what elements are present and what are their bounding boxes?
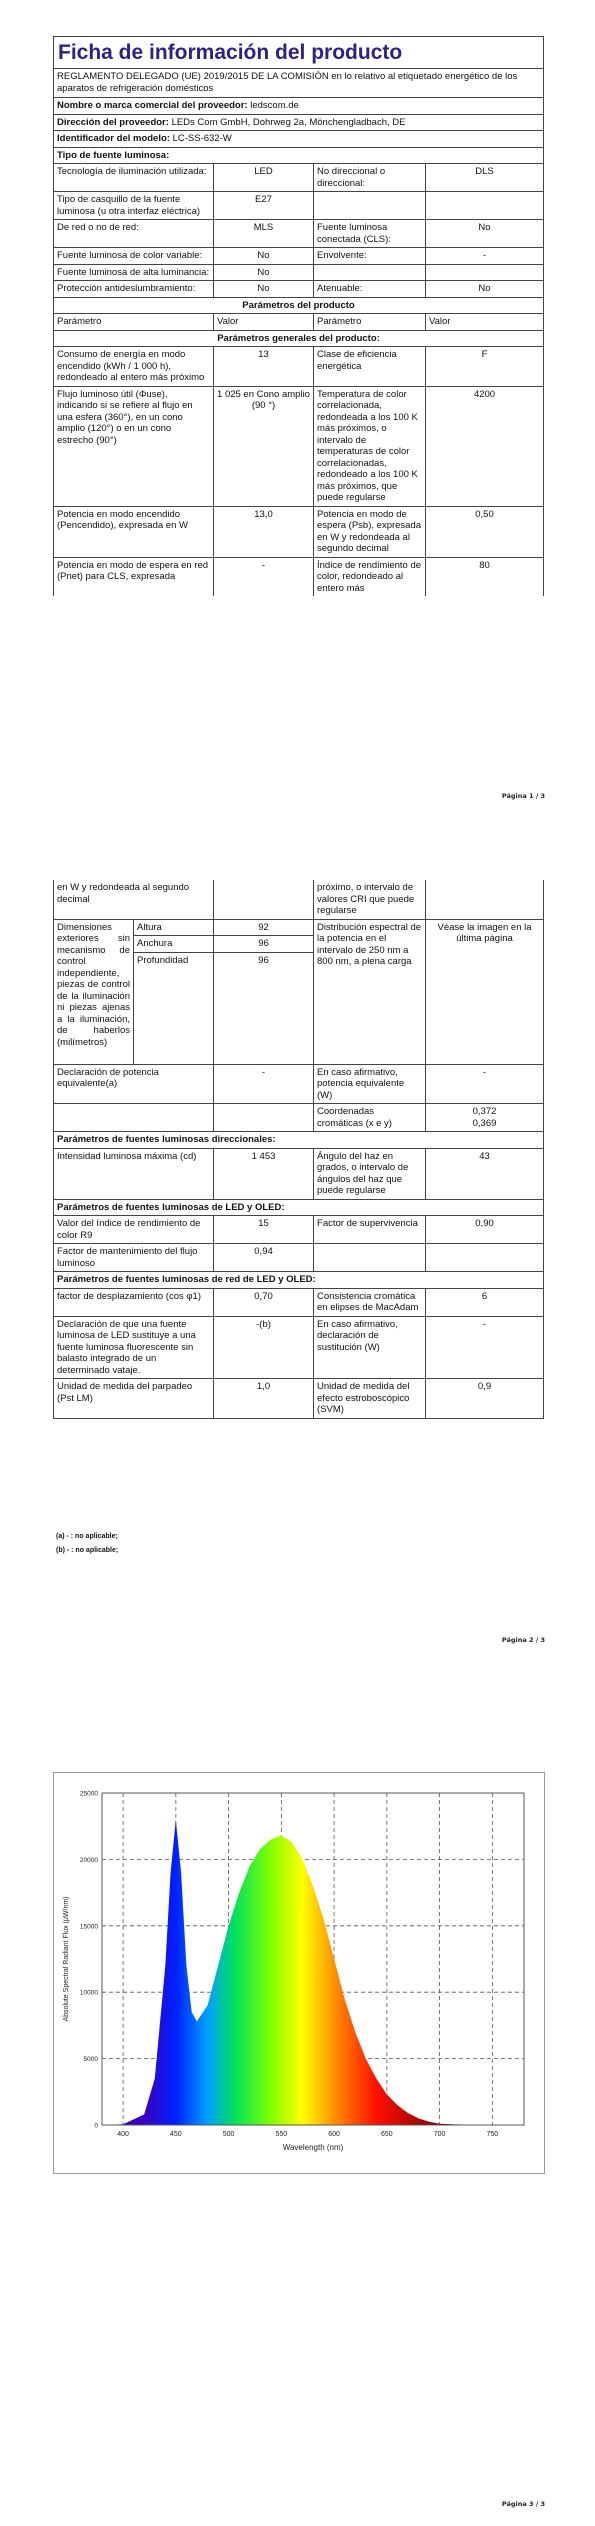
param-label: Ángulo del haz en grados, o intervalo de ángulos del haz que puede regularse: [314, 1148, 426, 1199]
param-value: -: [426, 1064, 544, 1104]
param-value: MLS: [214, 220, 314, 248]
table-row: [54, 506, 544, 557]
empty-cell: [214, 1104, 314, 1132]
table-row: [54, 192, 544, 220]
product-sheet-part-2: [53, 880, 543, 1419]
footnote: (b) - : no aplicable;: [56, 1547, 119, 1554]
table-row: [54, 220, 544, 248]
param-value: -: [214, 1064, 314, 1104]
y-axis-label: Absolute Spectral Radiant Flux (μW/nm): [63, 1896, 70, 2022]
col-header-value: Valor: [214, 314, 314, 331]
supplier-address-row: [54, 114, 544, 131]
param-value: 1,0: [214, 1379, 314, 1419]
product-params-heading: Parámetros del producto: [54, 297, 544, 314]
x-axis-label: Wavelength (nm): [282, 2143, 344, 2152]
param-label: Declaración de potencia equivalente(a): [54, 1064, 214, 1104]
param-label: Clase de eficiencia energética: [314, 347, 426, 387]
col-header-param: Parámetro: [54, 314, 214, 331]
table-row: [54, 248, 544, 265]
model-label: Identificador del modelo:: [57, 133, 170, 144]
table-row: [54, 281, 544, 298]
model-id: LC-SS-632-W: [172, 133, 232, 144]
param-label: Fuente luminosa de alta luminancia:: [54, 264, 214, 281]
param-label: Tecnología de iluminación utilizada:: [54, 164, 214, 192]
param-label: Envolvente:: [314, 248, 426, 265]
param-value: No: [426, 220, 544, 248]
param-value: 0,90: [426, 1216, 544, 1244]
col-header-value: Valor: [426, 314, 544, 331]
led-mains-heading: Parámetros de fuentes luminosas de red de LED y OLED:: [54, 1272, 544, 1289]
supplier-name: ledscom.de: [250, 100, 299, 111]
param-label: [314, 1244, 426, 1272]
page-2: [0, 880, 595, 1680]
table-row: [54, 1316, 544, 1379]
table-row: [54, 557, 544, 596]
dimension-name: Profundidad: [134, 952, 214, 1064]
param-value: No: [214, 248, 314, 265]
param-value: No: [426, 281, 544, 298]
supplier-address-label: Dirección del proveedor:: [57, 116, 169, 128]
spectrum-chart: [54, 1773, 544, 2173]
supplier-address: LEDs Com GmbH, Dohrweg 2a, Mönchengladbach, DE: [171, 116, 406, 128]
param-value: [426, 880, 544, 919]
param-value: -: [426, 248, 544, 265]
dimension-value: 92: [214, 919, 314, 936]
param-value: DLS: [426, 164, 544, 192]
spectrum-chart-frame: [53, 1772, 545, 2174]
x-tick-label: 500: [222, 2131, 235, 2138]
general-params-heading: Parámetros generales del producto:: [54, 330, 544, 347]
dimension-value: 96: [214, 936, 314, 953]
supplier-name-row: [54, 98, 544, 115]
param-value: -: [426, 1316, 544, 1379]
y-tick-label: 25000: [79, 1790, 98, 1798]
page-number: Página 2 / 3: [501, 1636, 545, 1644]
x-tick-label: 700: [433, 2131, 446, 2138]
page-number: Página 3 / 3: [501, 2500, 545, 2508]
param-label: Protección antideslumbramiento:: [54, 281, 214, 298]
info-table-1: [53, 36, 544, 596]
param-value: 0,50: [426, 506, 544, 557]
param-value: 6: [426, 1288, 544, 1316]
param-label: factor de desplazamiento (cos φ1): [54, 1288, 214, 1316]
regulation-text: REGLAMENTO DELEGADO (UE) 2019/2015 DE LA COMISIÓN en lo relativo al etiquetado energético de los aparatos de refrigeración domésticos: [54, 69, 544, 98]
param-label: En caso afirmativo, declaración de sustitución (W): [314, 1316, 426, 1379]
param-value: -(b): [214, 1316, 314, 1379]
param-label: Coordenadas cromáticas (x e y): [314, 1104, 426, 1132]
footnote: (a) - : no aplicable;: [56, 1533, 118, 1540]
model-row: [54, 131, 544, 148]
param-value: 13: [214, 347, 314, 387]
table-row: [54, 880, 544, 919]
dimension-name: Anchura: [134, 936, 214, 953]
empty-cell: [54, 1104, 214, 1132]
param-value: [426, 1244, 544, 1272]
column-header-row: [54, 314, 544, 331]
param-value: [426, 1104, 544, 1132]
param-value: [426, 192, 544, 220]
param-label: En caso afirmativo, potencia equivalente (W): [314, 1064, 426, 1104]
param-label: Potencia en modo de espera (Psb), expresada en W y redondeada al segundo decimal: [314, 506, 426, 557]
y-tick-label: 10000: [79, 1989, 98, 1997]
param-label: De red o no de red:: [54, 220, 214, 248]
param-value: 80: [426, 557, 544, 596]
table-row: [54, 919, 544, 936]
param-label: Intensidad luminosa máxima (cd): [54, 1148, 214, 1199]
param-value: 15: [214, 1216, 314, 1244]
table-row: [54, 1244, 544, 1272]
directional-heading: Parámetros de fuentes luminosas direccionales:: [54, 1132, 544, 1149]
param-value: [214, 880, 314, 919]
y-tick-label: 5000: [83, 2056, 98, 2064]
spectrum-area: [102, 1820, 524, 2125]
param-label: Atenuable:: [314, 281, 426, 298]
chroma-y: 0,369: [472, 1117, 497, 1129]
dimension-name: Altura: [134, 919, 214, 936]
x-tick-label: 550: [275, 2131, 288, 2138]
dimensions-label: Dimensiones exteriores sin mecanismo de control independiente, piezas de control de la iluminación ni piezas ajenas a la iluminación, de haberlos (milímetros): [54, 919, 134, 1064]
param-value: 13,0: [214, 506, 314, 557]
y-tick-label: 0: [94, 2122, 98, 2130]
param-label: Flujo luminoso útil (Φuse), indicando si se refiere al flujo en una esfera (360°), en un cono amplio (120°) o en un cono estrecho (90°): [54, 386, 214, 506]
param-label: Consistencia cromática en elipses de MacAdam: [314, 1288, 426, 1316]
param-label: Fuente luminosa de color variable:: [54, 248, 214, 265]
param-value: [426, 264, 544, 281]
param-label: Valor del índice de rendimiento de color R9: [54, 1216, 214, 1244]
param-value: -: [214, 557, 314, 596]
page-number: Página 1 / 3: [501, 792, 545, 800]
y-tick-label: 15000: [79, 1923, 98, 1931]
param-value: 1 025 en Cono amplio (90 °): [214, 386, 314, 506]
table-row: [54, 1288, 544, 1316]
param-label: Potencia en modo de espera en red (Pnet) para CLS, expresada: [54, 557, 214, 596]
param-label: Consumo de energía en modo encendido (kWh / 1 000 h), redondeado al entero más próximo: [54, 347, 214, 387]
info-table-2: [53, 880, 544, 1419]
param-label: Unidad de medida del parpadeo (Pst LM): [54, 1379, 214, 1419]
table-row: [54, 1379, 544, 1419]
param-label: [314, 192, 426, 220]
table-row: [54, 1216, 544, 1244]
product-sheet-part-1: [53, 36, 543, 596]
param-value: Véase la imagen en la última página: [426, 919, 544, 1064]
x-tick-label: 400: [117, 2131, 129, 2138]
param-label: Factor de mantenimiento del flujo luminoso: [54, 1244, 214, 1272]
table-row: [54, 347, 544, 387]
page-title: Ficha de información del producto: [54, 37, 544, 69]
param-value: F: [426, 347, 544, 387]
param-label: Temperatura de color correlacionada, redondeada a los 100 K más próximos, o intervalo de temperaturas de color correlacionadas, redondeado a los 100 K más próximos, que puede regularse: [314, 386, 426, 506]
param-value: 43: [426, 1148, 544, 1199]
param-value: No: [214, 264, 314, 281]
x-tick-label: 600: [328, 2131, 340, 2138]
page-1: [0, 0, 595, 800]
supplier-name-label: Nombre o marca comercial del proveedor:: [57, 100, 248, 111]
y-tick-label: 20000: [79, 1856, 98, 1864]
param-label: en W y redondeada al segundo decimal: [54, 880, 214, 919]
chroma-x: 0,372: [472, 1106, 497, 1117]
param-value: 4200: [426, 386, 544, 506]
param-label: Unidad de medida del efecto estroboscópico (SVM): [314, 1379, 426, 1419]
param-label: Tipo de casquillo de la fuente luminosa (u otra interfaz eléctrica): [54, 192, 214, 220]
param-label: No direccional o direccional:: [314, 164, 426, 192]
param-value: 1 453: [214, 1148, 314, 1199]
table-row: [54, 386, 544, 506]
table-row: [54, 1148, 544, 1199]
param-label: Declaración de que una fuente luminosa de LED sustituye a una fuente luminosa fluorescente sin balasto integrado de un determinado vataje.: [54, 1316, 214, 1379]
param-label: Índice de rendimiento de color, redondeado al entero más: [314, 557, 426, 596]
table-row: [54, 264, 544, 281]
param-label: [314, 264, 426, 281]
light-source-type-heading: Tipo de fuente luminosa:: [54, 147, 544, 164]
param-value: E27: [214, 192, 314, 220]
param-value: 0,9: [426, 1379, 544, 1419]
x-tick-label: 650: [381, 2131, 393, 2138]
table-row: [54, 1064, 544, 1104]
table-row: [54, 164, 544, 192]
dimension-value: 96: [214, 952, 314, 1064]
table-row: [54, 1104, 544, 1132]
param-value: No: [214, 281, 314, 298]
x-tick-label: 450: [170, 2131, 182, 2138]
param-label: Distribución espectral de la potencia en el intervalo de 250 nm a 800 nm, a plena carga: [314, 919, 426, 1064]
page-3: [0, 1760, 595, 2520]
param-label: próximo, o intervalo de valores CRI que puede regularse: [314, 880, 426, 919]
param-label: Factor de supervivencia: [314, 1216, 426, 1244]
x-tick-label: 750: [486, 2131, 499, 2138]
led-heading: Parámetros de fuentes luminosas de LED y OLED:: [54, 1199, 544, 1216]
col-header-param: Parámetro: [314, 314, 426, 331]
param-value: 0,70: [214, 1288, 314, 1316]
param-value: 0,94: [214, 1244, 314, 1272]
param-label: Potencia en modo encendido (Pencendido), expresada en W: [54, 506, 214, 557]
param-value: LED: [214, 164, 314, 192]
param-label: Fuente luminosa conectada (CLS):: [314, 220, 426, 248]
